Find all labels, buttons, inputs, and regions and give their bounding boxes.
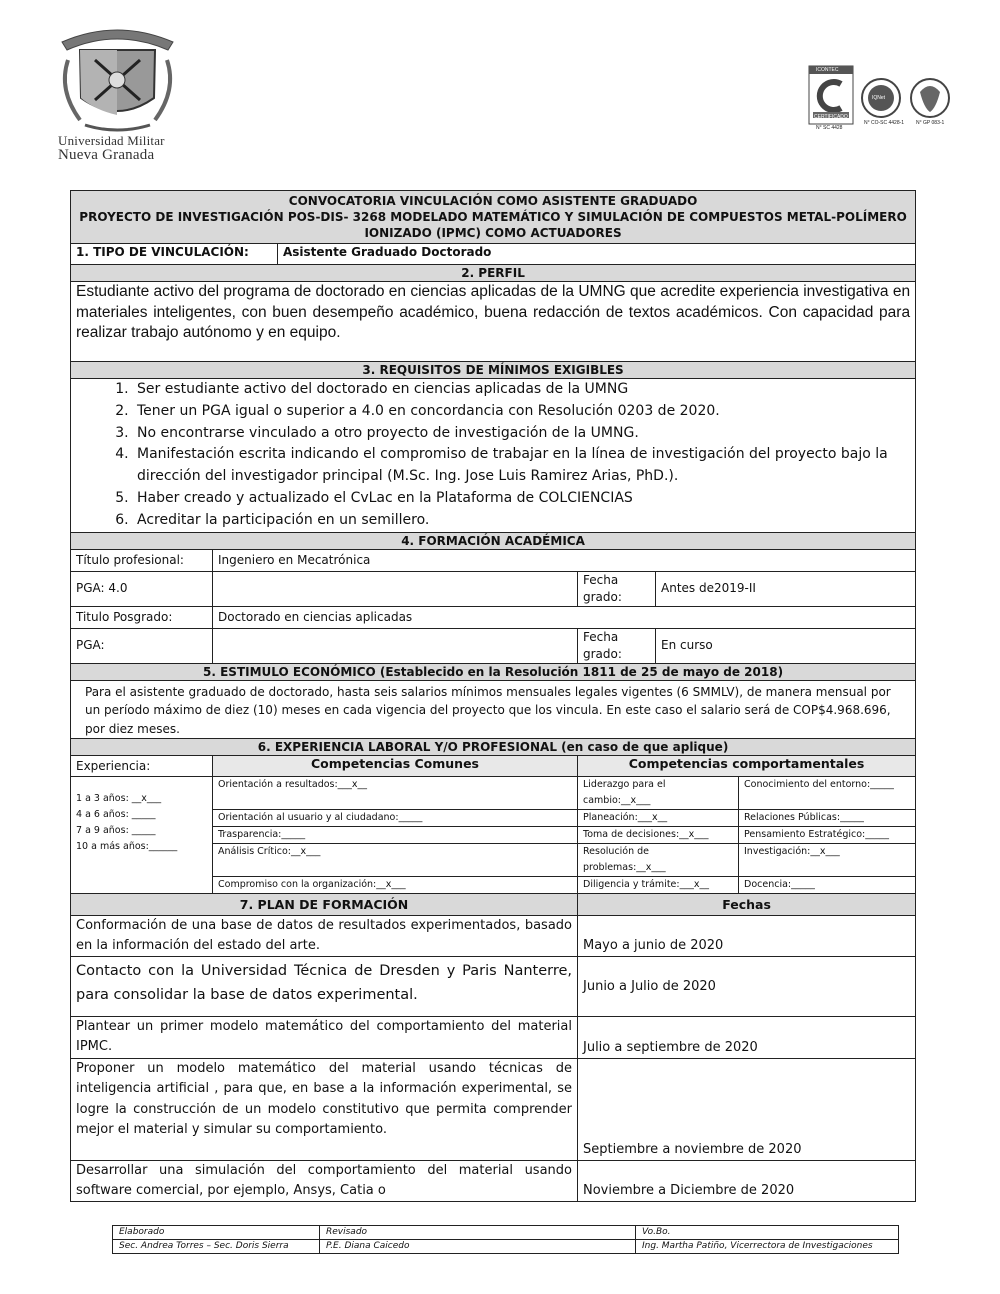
university-name-line2: Nueva Granada xyxy=(58,147,155,163)
requisito-item: 2. Tener un PGA igual o superior a 4.0 en concordancia con Resolución 0203 de 2020. xyxy=(133,401,910,423)
cert-code-2: N° CO-SC 4428-1 xyxy=(864,120,905,126)
vobo-value: Ing. Martha Patiño, Vicerrectora de Investigaciones xyxy=(636,1240,899,1254)
years-option: 4 a 6 años: _____ xyxy=(76,809,156,821)
pga-value-empty xyxy=(213,571,578,606)
competencia-comun: Compromiso con la organización:__x___ xyxy=(213,877,578,894)
competencia-comportamental: Resolución de problemas:__x___ xyxy=(578,844,739,877)
pga-posgrado-value-empty xyxy=(213,628,578,663)
competencia-comun: Trasparencia:_____ xyxy=(213,827,578,844)
elaborado-value: Sec. Andrea Torres – Sec. Doris Sierra xyxy=(113,1240,320,1254)
competencia-comportamental: Conocimiento del entorno:_____ xyxy=(739,777,916,810)
iqnet-label: IQNet xyxy=(872,95,886,101)
plan-date: Junio a Julio de 2020 xyxy=(578,957,916,1017)
plan-date: Mayo a junio de 2020 xyxy=(578,916,916,957)
competencia-comportamental: Relaciones Públicas:_____ xyxy=(739,810,916,827)
years-option: 10 a más años:______ xyxy=(76,841,178,853)
certificado-label: CERTIFICADO xyxy=(814,114,848,120)
revisado-label: Revisado xyxy=(320,1226,636,1240)
competencia-comportamental: Liderazgo para el cambio:__x___ xyxy=(578,777,739,810)
tipo-vinculacion-value: Asistente Graduado Doctorado xyxy=(278,244,916,265)
pga-posgrado-label: PGA: xyxy=(71,628,213,663)
requisito-item: 6. Acreditar la participación en un semillero. xyxy=(133,510,910,532)
experiencia-years xyxy=(71,777,213,894)
competencia-comun: Orientación al usuario y al ciudadano:_____ xyxy=(213,810,578,827)
formacion-heading: 4. FORMACIÓN ACADÉMICA xyxy=(71,532,916,549)
titulo-posgrado-label: Titulo Posgrado: xyxy=(71,606,213,628)
fecha-grado-label: Fecha grado: xyxy=(578,571,656,606)
certification-logos xyxy=(808,62,956,132)
cert-code-3: N° GP 083-1 xyxy=(916,120,945,126)
experiencia-heading: 6. EXPERIENCIA LABORAL Y/O PROFESIONAL (en caso de que aplique) xyxy=(71,739,916,756)
estimulo-heading: 5. ESTIMULO ECONÓMICO (Establecido en la Resolución 1811 de 25 de mayo de 2018) xyxy=(71,663,916,680)
requisitos-list-cell xyxy=(71,379,916,533)
plan-activity: Plantear un primer modelo matemático del comportamiento del material IPMC. xyxy=(71,1017,578,1059)
competencia-comportamental: Investigación:__x___ xyxy=(739,844,916,877)
requisito-item: 1. Ser estudiante activo del doctorado en ciencias aplicadas de la UMNG xyxy=(133,379,910,401)
university-name-line1: Universidad Militar xyxy=(58,133,165,148)
plan-date: Noviembre a Diciembre de 2020 xyxy=(578,1161,916,1202)
title-line2: PROYECTO DE INVESTIGACIÓN POS-DIS- 3268 MODELADO MATEMÁTICO Y SIMULACIÓN DE COMPUESTOS METAL-POLÍMERO IONIZADO (IPMC) COMO ACTUADORES xyxy=(79,210,907,240)
competencia-comun: Orientación a resultados:___x__ xyxy=(213,777,578,810)
university-name xyxy=(58,134,165,162)
pga-label: PGA: 4.0 xyxy=(71,571,213,606)
requisito-item: 3. No encontrarse vinculado a otro proyecto de investigación de la UMNG. xyxy=(133,423,910,445)
competencia-comportamental: Toma de decisiones:__x___ xyxy=(578,827,739,844)
approval-footer xyxy=(112,1225,899,1254)
titulo-profesional-value: Ingeniero en Mecatrónica xyxy=(213,549,916,571)
cert-code-1: N° SC 4428 xyxy=(816,125,843,131)
competencia-comportamental: Pensamiento Estratégico:_____ xyxy=(739,827,916,844)
fecha-grado-value: Antes de2019-II xyxy=(656,571,916,606)
plan-activity: Contacto con la Universidad Técnica de Dresden y Paris Nanterre, para consolidar la base de datos experimental. xyxy=(71,957,578,1017)
experiencia-label: Experiencia: xyxy=(71,756,213,777)
competencias-comunes-heading: Competencias Comunes xyxy=(213,756,578,777)
plan-date: Julio a septiembre de 2020 xyxy=(578,1017,916,1059)
years-option: 1 a 3 años: __x___ xyxy=(76,793,162,805)
plan-activity: Desarrollar una simulación del comportamiento del material usando software comercial, por ejemplo, Ansys, Catia o xyxy=(71,1161,578,1202)
competencia-comportamental: Docencia:_____ xyxy=(739,877,916,894)
plan-formacion-heading: 7. PLAN DE FORMACIÓN xyxy=(71,894,578,916)
requisitos-list xyxy=(71,379,910,532)
competencias-comportamentales-heading: Competencias comportamentales xyxy=(578,756,916,777)
requisitos-heading: 3. REQUISITOS DE MÍNIMOS EXIGIBLES xyxy=(71,362,916,379)
requisito-item: 5. Haber creado y actualizado el CvLac en la Plataforma de COLCIENCIAS xyxy=(133,488,910,510)
vobo-label: Vo.Bo. xyxy=(636,1226,899,1240)
elaborado-label: Elaborado xyxy=(113,1226,320,1240)
perfil-text: Estudiante activo del programa de doctorado en ciencias aplicadas de la UMNG que acredite experiencia investigativa en materiales inteligentes, con buen desempeño académico, buena redacción de textos académicos. Con capacidad para realizar trabajo autónomo y en equipo. xyxy=(71,282,916,362)
plan-activity: Conformación de una base de datos de resultados experimentados, basado en la información del estado del arte. xyxy=(71,916,578,957)
competencia-comun: Análisis Crítico:__x___ xyxy=(213,844,578,877)
title-line1: CONVOCATORIA VINCULACIÓN COMO ASISTENTE GRADUADO xyxy=(288,194,698,208)
requisito-item: 4. Manifestación escrita indicando el compromiso de trabajar en la línea de investigación del proyecto bajo la dirección del investigador principal (M.Sc. Ing. Jose Luis Ramirez Arias, PhD.). xyxy=(133,444,910,488)
fechas-heading: Fechas xyxy=(578,894,916,916)
perfil-heading: 2. PERFIL xyxy=(71,265,916,282)
plan-activity: Proponer un modelo matemático del material usando técnicas de inteligencia artificial , para que, en base a la información experimental, se logre la construcción de un modelo constitutivo que permita comprender mejor el material y simular su comportamiento. xyxy=(71,1059,578,1161)
icontec-label: ICONTEC xyxy=(816,67,839,73)
competencia-comportamental: Diligencia y trámite:___x__ xyxy=(578,877,739,894)
document-title xyxy=(71,191,916,244)
convocatoria-table xyxy=(70,190,916,1202)
estimulo-text: Para el asistente graduado de doctorado, hasta seis salarios mínimos mensuales legales vigentes (6 SMMLV), de manera mensual por un período máximo de diez (10) meses en cada vigencia del proyecto que los vincula. En este caso el salario será de COP$4.968.696, por diez meses. xyxy=(71,680,916,739)
plan-date: Septiembre a noviembre de 2020 xyxy=(578,1059,916,1161)
tipo-vinculacion-label: 1. TIPO DE VINCULACIÓN: xyxy=(71,244,278,265)
fecha-grado-posgrado-label: Fecha grado: xyxy=(578,628,656,663)
titulo-posgrado-value: Doctorado en ciencias aplicadas xyxy=(213,606,916,628)
years-option: 7 a 9 años: _____ xyxy=(76,825,156,837)
fecha-grado-posgrado-value: En curso xyxy=(656,628,916,663)
revisado-value: P.E. Diana Caicedo xyxy=(320,1240,636,1254)
competencia-comportamental: Planeación:___x__ xyxy=(578,810,739,827)
titulo-profesional-label: Título profesional: xyxy=(71,549,213,571)
